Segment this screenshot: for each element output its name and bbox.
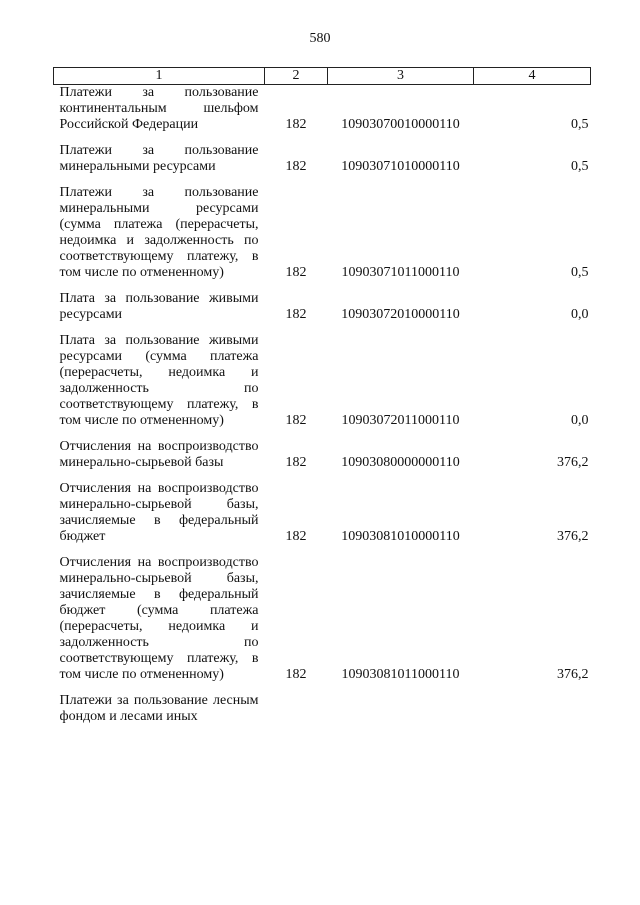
budget-code: 10903072010000110 xyxy=(341,307,460,322)
amount: 0,5 xyxy=(571,159,589,174)
amount: 376,2 xyxy=(557,529,589,544)
payment-name: Плата за пользование живыми ресурсами (сумма платежа (перерасчеты, недоимка и задолженность по соответствующему платежу, в том числе по отмененному) xyxy=(59,333,259,428)
table-body xyxy=(54,85,591,726)
budget-code: 10903081011000110 xyxy=(341,667,460,682)
payment-name: Платежи за пользование континентальным шельфом Российской Федерации xyxy=(59,85,259,132)
table-row xyxy=(54,291,591,323)
budget-code: 10903070010000110 xyxy=(341,117,460,132)
amount: 376,2 xyxy=(557,455,589,470)
table-row xyxy=(54,333,591,429)
table-row xyxy=(54,185,591,281)
budget-code: 10903071010000110 xyxy=(341,159,460,174)
admin-code: 182 xyxy=(285,529,307,544)
table-row xyxy=(54,481,591,545)
admin-code: 182 xyxy=(285,117,307,132)
table-row xyxy=(54,143,591,175)
admin-code: 182 xyxy=(285,159,307,174)
table-row xyxy=(54,555,591,683)
payment-name: Платежи за пользование минеральными ресурсами (сумма платежа (перерасчеты, недоимка и задолженность по соответствующему платежу, в том числе по отмененному) xyxy=(59,185,259,280)
budget-code: 10903071011000110 xyxy=(341,265,460,280)
admin-code: 182 xyxy=(285,265,307,280)
table-row xyxy=(54,85,591,134)
budget-table xyxy=(53,67,591,725)
admin-code: 182 xyxy=(285,455,307,470)
column-header-1: 1 xyxy=(54,68,265,85)
amount: 0,0 xyxy=(571,413,589,428)
admin-code: 182 xyxy=(285,307,307,322)
amount: 0,5 xyxy=(571,117,589,132)
budget-code: 10903072011000110 xyxy=(341,413,460,428)
page-number: 580 xyxy=(309,31,331,46)
table-row xyxy=(54,693,591,725)
budget-code: 10903081010000110 xyxy=(341,529,460,544)
amount: 0,5 xyxy=(571,265,589,280)
column-header-2: 2 xyxy=(265,68,328,85)
payment-name: Платежи за пользование лесным фондом и лесами иных xyxy=(59,693,259,724)
payment-name: Отчисления на воспроизводство минерально-сырьевой базы, зачисляемые в федеральный бюджет (сумма платежа (перерасчеты, недоимка и задолженность по соответствующему платежу, в том числе по отмененному) xyxy=(59,555,259,682)
payment-name: Отчисления на воспроизводство минерально-сырьевой базы, зачисляемые в федеральный бюджет xyxy=(59,481,259,544)
payment-name: Плата за пользование живыми ресурсами xyxy=(59,291,259,322)
amount xyxy=(474,693,591,725)
column-header-3: 3 xyxy=(328,68,474,85)
amount: 376,2 xyxy=(557,667,589,682)
payment-name: Платежи за пользование минеральными ресурсами xyxy=(59,143,259,174)
budget-code xyxy=(328,693,474,725)
amount: 0,0 xyxy=(571,307,589,322)
column-header-4: 4 xyxy=(474,68,591,85)
admin-code: 182 xyxy=(285,413,307,428)
table-header xyxy=(54,68,591,85)
payment-name: Отчисления на воспроизводство минерально-сырьевой базы xyxy=(59,439,259,470)
admin-code xyxy=(265,693,328,725)
table-row xyxy=(54,439,591,471)
admin-code: 182 xyxy=(285,667,307,682)
budget-code: 10903080000000110 xyxy=(341,455,460,470)
